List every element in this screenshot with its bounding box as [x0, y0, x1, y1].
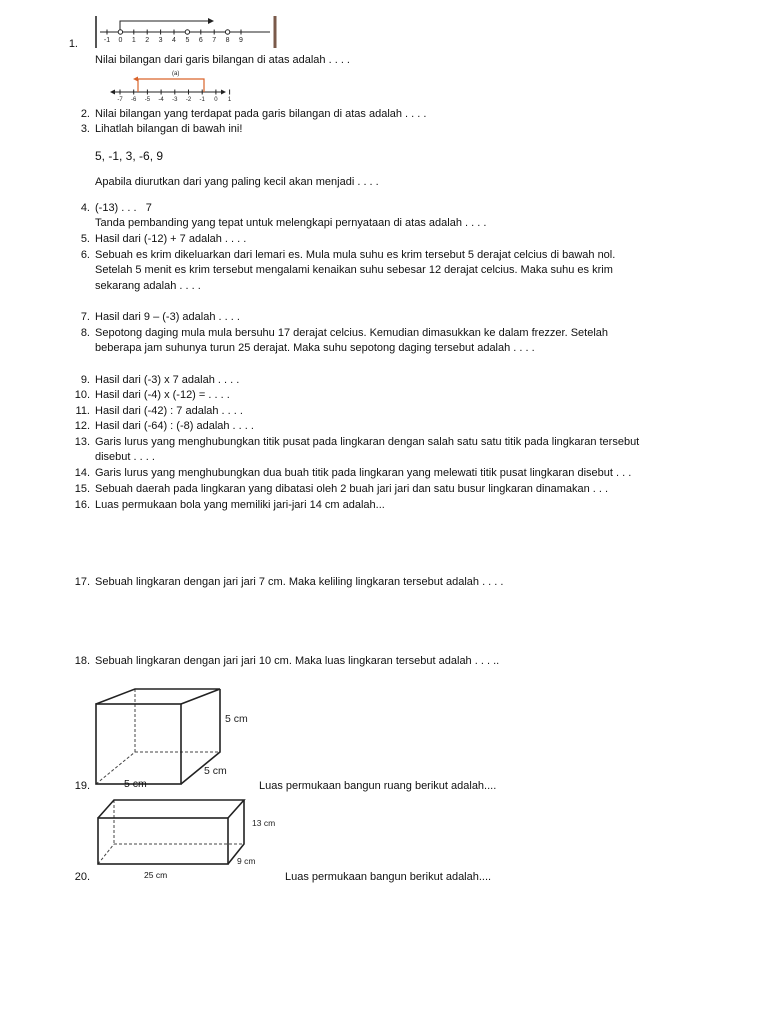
cube-width-label: 5 cm [124, 778, 147, 790]
tick-label-2-3: -4 [158, 97, 164, 103]
question-text: Luas permukaan bangun berikut adalah.... [285, 871, 492, 883]
question-number: 14. [74, 467, 90, 479]
number-line-figure-2 [108, 68, 232, 106]
question-text: Luas permukaan bangun ruang berikut adalah.... [259, 780, 497, 792]
question-text: Luas permukaan bola yang memiliki jari-jari 14 cm adalah... [95, 499, 385, 511]
tick-label-2-5: -2 [185, 97, 192, 103]
tick-label-1-0: -1 [103, 37, 111, 44]
question-text: Hasil dari (-3) x 7 adalah . . . . [95, 374, 240, 386]
question-number: 5. [80, 233, 90, 245]
question-text: Hasil dari 9 – (-3) adalah . . . . [95, 311, 240, 323]
marker-point-1-9 [225, 30, 229, 34]
question-number: 9. [80, 374, 90, 386]
question-text: Sebuah daerah pada lingkaran yang dibatasi oleh 2 buah jari jari dan satu busur lingkaran dinamakan . . . [95, 483, 609, 495]
tick-label-2-0: -7 [117, 97, 123, 103]
tick-label-1-8: 7 [212, 37, 217, 44]
cube-height-label: 5 cm [225, 713, 248, 725]
cuboid-height-label: 13 cm [252, 818, 276, 828]
question-text: Apabila diurutkan dari yang paling kecil akan menjadi . . . . [95, 176, 379, 188]
question-number: 4. [80, 202, 90, 214]
question-number: 6. [80, 249, 90, 261]
question-text: Hasil dari (-42) : 7 adalah . . . . [95, 405, 243, 417]
tick-label-2-6: -1 [199, 97, 205, 103]
question-text: Hasil dari (-4) x (-12) = . . . . [95, 389, 230, 401]
tick-label-2-4: -3 [172, 97, 178, 103]
question-number: 12. [74, 420, 90, 432]
question-number: 10. [74, 389, 90, 401]
tick-label-1-7: 6 [198, 37, 203, 44]
tick-label-1-4: 3 [158, 37, 163, 44]
number-line-figure-1 [92, 14, 282, 50]
cube-depth-label: 5 cm [204, 765, 227, 777]
cuboid-width-label: 25 cm [144, 870, 168, 880]
question-text: Garis lurus yang menghubungkan titik pusat pada lingkaran dengan salah satu satu titik pada lingkaran tersebut [95, 436, 640, 448]
question-text: Sepotong daging mula mula bersuhu 17 derajat celcius. Kemudian dimasukkan ke dalam frezzer. Setelah [95, 327, 609, 339]
cube-figure [88, 684, 278, 794]
question-text: Garis lurus yang menghubungkan dua buah titik pada lingkaran yang melewati titik pusat lingkaran disebut . . . [95, 467, 632, 479]
question-number: 11. [75, 405, 90, 417]
question-text: disebut . . . . [95, 451, 155, 463]
marker-point-1-1 [118, 30, 122, 34]
tick-label-1-6: 5 [185, 37, 190, 44]
question-text: (-13) . . . 7 [95, 202, 152, 214]
question-text: Sebuah lingkaran dengan jari jari 7 cm. Maka keliling lingkaran tersebut adalah . . . . [95, 576, 504, 588]
question-number: 18. [74, 655, 90, 667]
question-text: sekarang adalah . . . . [95, 280, 201, 292]
number-sequence: 5, -1, 3, -6, 9 [95, 149, 164, 163]
question-number: 19. [74, 780, 90, 792]
tick-label-1-2: 1 [131, 37, 136, 44]
question-number: 17. [74, 576, 90, 588]
arrow-label: (a) [172, 71, 180, 77]
question-number: 15. [74, 483, 90, 495]
tick-label-1-3: 2 [145, 37, 150, 44]
tick-label-1-1: 0 [118, 37, 123, 44]
question-number: 13. [74, 436, 90, 448]
tick-label-1-9: 8 [225, 37, 230, 44]
marker-point-1-6 [185, 30, 189, 34]
question-text: Hasil dari (-64) : (-8) adalah . . . . [95, 420, 254, 432]
question-number: 3. [80, 123, 90, 135]
question-number: 2. [80, 108, 90, 120]
question-number: 16. [74, 499, 90, 511]
tick-label-2-1: -6 [131, 97, 137, 103]
tick-label-2-2: -5 [144, 97, 151, 103]
question-text: Hasil dari (-12) + 7 adalah . . . . [95, 233, 247, 245]
cuboid-figure [92, 796, 277, 874]
question-number: 1. [68, 38, 78, 50]
question-text: Lihatlah bilangan di bawah ini! [95, 123, 243, 135]
tick-label-1-10: 9 [239, 37, 243, 44]
question-text: Sebuah es krim dikeluarkan dari lemari es. Mula mula suhu es krim tersebut 5 derajat celcius di bawah nol. [95, 249, 616, 261]
question-text: Nilai bilangan yang terdapat pada garis bilangan di atas adalah . . . . [95, 108, 427, 120]
tick-label-2-8: 1 [227, 97, 232, 103]
question-text: Tanda pembanding yang tepat untuk melengkapi pernyataan di atas adalah . . . . [95, 217, 487, 229]
question-text: beberapa jam suhunya turun 25 derajat. Maka suhu sepotong daging tersebut adalah . . . . [95, 342, 535, 354]
question-number: 8. [80, 327, 90, 339]
tick-label-1-5: 4 [172, 37, 176, 44]
question-text: Setelah 5 menit es krim tersebut mengalami kenaikan suhu sebesar 12 derajat celcius. Maka suhu es krim [95, 264, 613, 276]
question-number: 20. [74, 871, 90, 883]
question-text: Nilai bilangan dari garis bilangan di atas adalah . . . . [95, 54, 350, 66]
question-number: 7. [80, 311, 90, 323]
question-text: Sebuah lingkaran dengan jari jari 10 cm. Maka luas lingkaran tersebut adalah . . . .. [95, 655, 500, 667]
cuboid-depth-label: 9 cm [237, 856, 256, 866]
tick-label-2-7: 0 [214, 97, 218, 103]
